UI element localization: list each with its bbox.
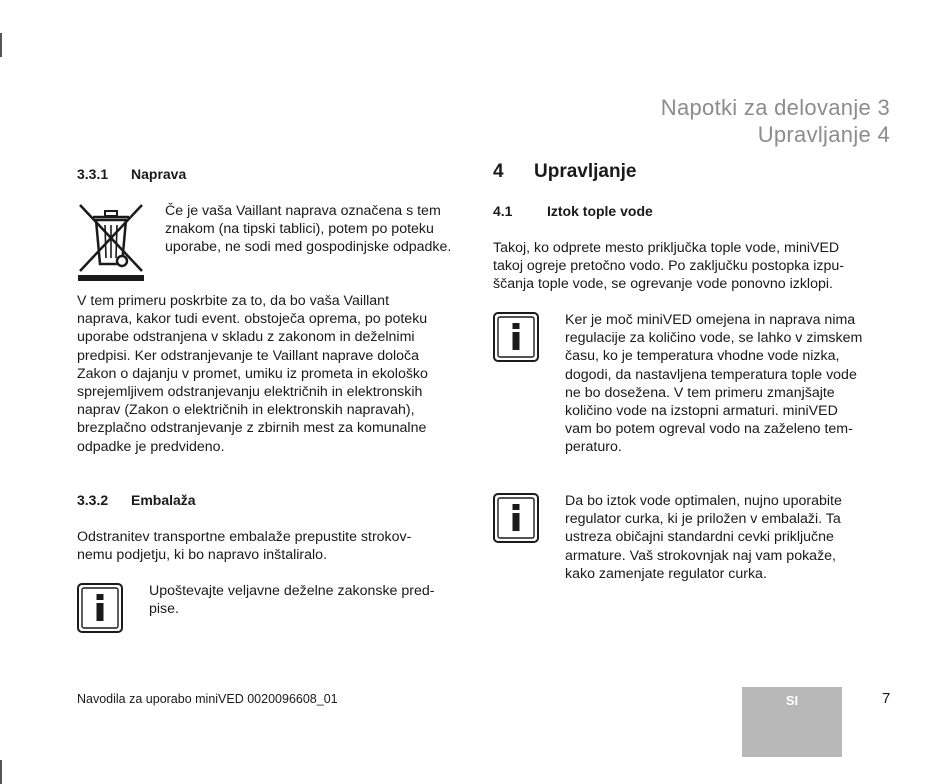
section-number: 3.3.2	[77, 492, 109, 508]
crop-mark-top	[0, 33, 2, 57]
text-line: armature. Vaš strokovnjak naj vam pokaže,	[565, 547, 836, 564]
text-line: pise.	[149, 601, 179, 618]
chapter-heading-4	[493, 161, 636, 183]
footer-document-id: Navodila za uporabo miniVED 0020096608_01	[77, 692, 338, 706]
disposal-paragraph	[77, 292, 428, 456]
text-line: Odstranitev transportne embalaže prepustite strokov-	[77, 529, 412, 545]
header-line-2: Upravljanje 4	[757, 122, 890, 147]
text-line: dogodi, da nastavljena temperatura tople vode	[565, 366, 857, 383]
text-line: peraturo.	[565, 439, 622, 456]
text-line: ustreza običajni standardni cevki priključne	[565, 529, 834, 546]
info-icon	[493, 312, 539, 362]
running-header	[661, 94, 890, 148]
text-line: Da bo iztok vode optimalen, nujno uporabite	[565, 493, 842, 509]
language-code: SI	[785, 693, 799, 708]
section-number: 4.1	[493, 203, 513, 219]
legal-note-text	[149, 582, 435, 618]
info-icon	[77, 583, 123, 633]
text-line: Takoj, ko odprete mesto priključka tople vode, miniVED	[493, 240, 840, 256]
text-line: Upoštevajte veljavne deželne zakonske pred-	[149, 583, 435, 599]
text-line: naprava, kakor tudi event. obstoječa oprema, po poteku	[77, 311, 428, 328]
language-tab	[742, 687, 842, 757]
text-line: uporabe odstranjena v skladu z zakonom in deželnimi	[77, 329, 415, 346]
jet-regulator-note	[565, 492, 842, 583]
text-line: ne bo dosežena. V tem primeru zmanjšajte	[565, 384, 835, 401]
text-line: odpadke je predvideno.	[77, 438, 225, 455]
text-line: Če je vaša Vaillant naprava označena s tem	[165, 203, 441, 219]
text-line: ščanja tople vode, se ogrevanje vode ponovno izklopi.	[493, 276, 833, 293]
text-line: uporabe, ne sodi med gospodinjske odpadke.	[165, 239, 452, 256]
text-line: znakom (na tipski tablici), potem po poteku	[165, 221, 434, 238]
chapter-number: 4	[493, 161, 504, 182]
section-heading-4-1	[493, 203, 653, 219]
hot-water-paragraph	[493, 239, 844, 294]
text-line: Ker je moč miniVED omejena in naprava nima	[565, 312, 856, 328]
section-heading-3-3-1	[77, 166, 186, 182]
text-line: sprejemljivem odstranjevanju električnih in elektronskih	[77, 384, 423, 401]
text-line: takoj ogreje pretočno vodo. Po zaključku postopka izpu-	[493, 258, 844, 275]
weee-crossed-bin-icon	[77, 203, 145, 281]
crop-mark-bottom	[0, 760, 2, 784]
text-line: V tem primeru poskrbite za to, da bo vaša Vaillant	[77, 293, 390, 309]
packaging-paragraph	[77, 528, 411, 564]
text-line: predpisi. Ker odstranjevanje te Vaillant naprave določa	[77, 347, 420, 364]
text-line: vam bo potem ogreval vodo na zaželeno tem-	[565, 421, 853, 438]
text-line: Zakon o dajanju v promet, umiku iz prometa in ekološko	[77, 365, 428, 382]
section-number: 3.3.1	[77, 166, 109, 182]
text-line: regulator curka, ki je priložen v embalaži. Ta	[565, 511, 841, 528]
text-line: kako zamenjate regulator curka.	[565, 565, 767, 582]
header-line-1: Napotki za delovanje 3	[660, 95, 890, 120]
weee-notice-text	[165, 202, 451, 257]
section-title: Naprava	[131, 166, 187, 182]
section-title: Embalaža	[131, 492, 196, 508]
text-line: brezplačno odstranjevanje z zbirnih mest za komunalne	[77, 420, 427, 437]
text-line: nemu podjetju, ki bo napravo inštaliralo.	[77, 547, 328, 564]
chapter-title: Upravljanje	[534, 161, 637, 182]
page-number: 7	[882, 690, 891, 707]
text-line: regulacije za količino vode, se lahko v zimskem	[565, 330, 863, 347]
text-line: naprav (Zakon o električnih in elektronskih napravah),	[77, 402, 415, 419]
info-icon	[493, 493, 539, 543]
power-limit-note	[565, 311, 862, 457]
section-title: Iztok tople vode	[547, 203, 653, 219]
section-heading-3-3-2	[77, 492, 196, 508]
text-line: času, ko je temperatura vhodne vode nizka,	[565, 348, 840, 365]
text-line: količino vode na izstopni armaturi. miniVED	[565, 403, 838, 420]
